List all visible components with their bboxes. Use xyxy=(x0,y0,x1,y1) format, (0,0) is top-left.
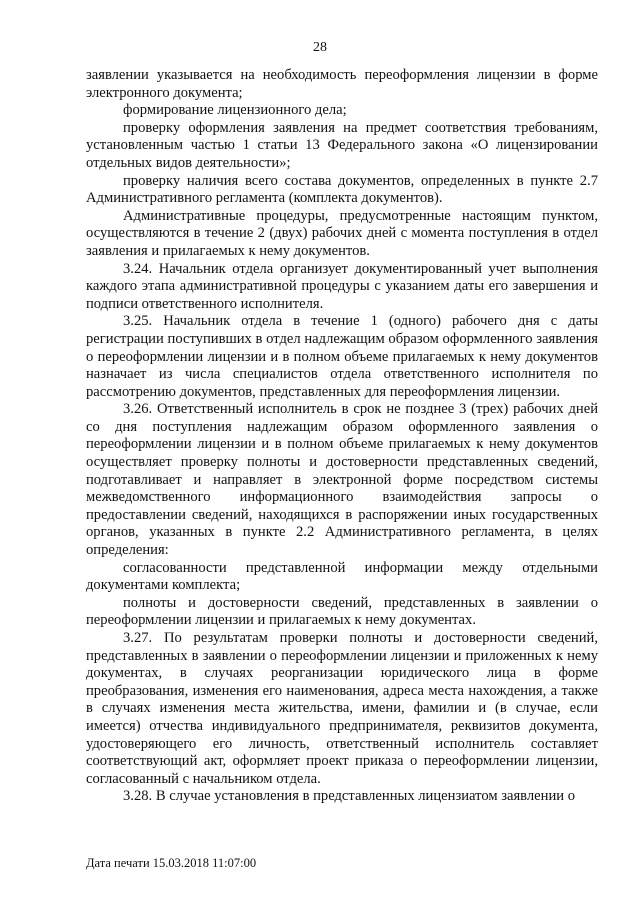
paragraph: 3.26. Ответственный исполнитель в срок не позднее 3 (трех) рабочих дней со дня поступления надлежащим образом оформленного заявления о переоформлении лицензии и в полном объеме прилагаемых к нему документов осуществляет проверку полноты и достоверности представленных сведений, подготавливает и направляет в электронной форме посредством системы межведомственного информационного взаимодействия запросы о предоставлении сведений, находящихся в распоряжении иных государственных органов, указанных в пункте 2.2 Административного регламента, в целях определения: xyxy=(86,401,598,559)
paragraph: заявлении указывается на необходимость переоформления лицензии в форме электронного документа; xyxy=(86,67,598,101)
paragraph: проверку оформления заявления на предмет соответствия требованиям, установленным частью 1 статьи 13 Федерального закона «О лицензировании отдельных видов деятельности»; xyxy=(86,119,598,171)
paragraph: 3.25. Начальник отдела в течение 1 (одного) рабочего дня с даты регистрации поступивших в отдел надлежащим образом оформленного заявления о переоформлении лицензии и в полном объеме прилагаемых к нему документов назначает из числа специалистов отдела ответственного исполнителя по рассмотрению документов, представленных для переоформления лицензии. xyxy=(86,313,598,400)
page-number: 28 xyxy=(313,40,327,55)
paragraph: Административные процедуры, предусмотренные настоящим пунктом, осуществляются в течение 2 (двух) рабочих дней с момента поступления в отдел заявления и прилагаемых к нему документов. xyxy=(86,207,598,259)
paragraph: полноты и достоверности сведений, представленных в заявлении о переоформлении лицензии и прилагаемых к нему документах. xyxy=(86,594,598,629)
document-body xyxy=(86,67,598,806)
paragraph: 3.24. Начальник отдела организует документированный учет выполнения каждого этапа административной процедуры с указанием даты его завершения и подписи ответственного исполнителя. xyxy=(86,260,598,312)
paragraph: согласованности представленной информации между отдельными документами комплекта; xyxy=(86,559,598,594)
paragraph: 3.28. В случае установления в представленных лицензиатом заявлении о xyxy=(123,788,576,805)
paragraph: формирование лицензионного дела; xyxy=(123,102,347,119)
print-date-footer: Дата печати 15.03.2018 11:07:00 xyxy=(86,856,257,870)
paragraph: 3.27. По результатам проверки полноты и достоверности сведений, представленных в заявлении о переоформлении лицензии и приложенных к нему документах, в случаях реорганизации юридического лица в форме преобразования, изменения его наименования, адреса места нахождения, а также в случаях изменения места жительства, имени, фамилии и (в случае, если имеется) отчества индивидуального предпринимателя, реквизитов документа, удостоверяющего его личность, ответственный исполнитель составляет соответствующий акт, оформляет проект приказа о переоформлении лицензии, согласованный с начальником отдела. xyxy=(86,630,598,787)
paragraph: проверку наличия всего состава документов, определенных в пункте 2.7 Административного регламента (комплекта документов). xyxy=(86,172,598,207)
